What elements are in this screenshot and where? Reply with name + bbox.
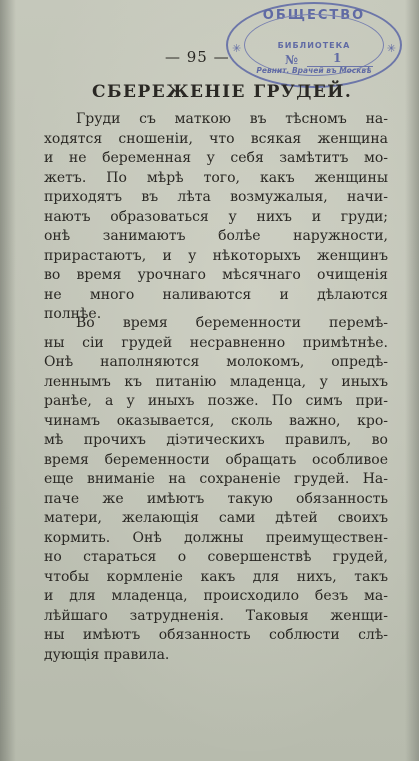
stamp-number-label: № [285, 53, 299, 67]
text-line: паче же имѣютъ такую обязанность [44, 490, 388, 507]
text-line: жетъ. По мѣрѣ того, какъ женщины [44, 169, 388, 186]
stamp-top-text: ОБЩЕСТВО [262, 8, 366, 23]
stamp-middle-text: БИБЛИОТЕКА [277, 41, 351, 50]
text-line: онѣ занимаютъ болѣе наружности, [44, 228, 388, 244]
paragraph-2 [44, 314, 388, 665]
text-line: лѣйшаго затрудненія. Таковыя женщи- [44, 607, 388, 624]
text-line: чтобы кормленіе какъ для нихъ, такъ [44, 568, 388, 585]
text-line: Онѣ наполняются молокомъ, опредѣ- [44, 354, 388, 370]
text-line: не много наливаются и дѣлаются [44, 286, 388, 303]
text-line: дующія правила. [44, 646, 170, 663]
stamp-star-right-icon: ✳ [386, 42, 396, 55]
section-heading: СБЕРЕЖЕНІЕ ГРУДЕЙ. [92, 82, 353, 102]
paragraph-1 [44, 110, 388, 325]
text-line: и для младенца, происходило безъ ма- [44, 588, 388, 604]
text-line: чинамъ оказывается, сколь важно, кро- [44, 412, 388, 429]
text-line: мѣ прочихъ діэтическихъ правилъ, во [44, 432, 388, 448]
text-line: еще вниманіе на сохраненіе грудей. На- [44, 471, 388, 487]
text-line: прирастаютъ, и у нѣкоторыхъ женщинъ [44, 247, 388, 264]
library-stamp [226, 2, 402, 88]
text-line: ны сіи грудей несравненно примѣтнѣе. [44, 334, 388, 351]
text-line: Во время беременности перемѣ- [76, 315, 388, 331]
text-line: полнѣе. [44, 306, 102, 322]
text-line: ходятся сношеніи, что всякая женщина [44, 130, 388, 147]
text-line: наютъ образоваться у нихъ и груди; [44, 208, 388, 225]
text-line: ранѣе, а у иныхъ позже. По симъ при- [44, 393, 388, 409]
text-line: во время урочнаго мѣсячнаго очищенія [44, 267, 388, 283]
text-line: и не беременная у себя замѣтитъ мо- [44, 150, 388, 166]
text-line: матери, желающія сами дѣтей своихъ [44, 510, 388, 526]
binding-shadow [0, 0, 16, 761]
stamp-star-left-icon: ✳ [232, 42, 242, 55]
page-number: — 95 — [165, 48, 230, 66]
text-line: леннымъ къ питанію младенца, у иныхъ [44, 373, 388, 390]
text-line: ны имѣютъ обязанность соблюсти слѣ- [44, 627, 388, 643]
stamp-number-value: 1 [333, 51, 342, 65]
text-line: но стараться о совершенствѣ грудей, [44, 549, 388, 565]
text-line: время беременности обращать особливое [44, 451, 388, 468]
text-line: приходятъ въ лѣта возмужалыя, начи- [44, 189, 388, 205]
page-edge [405, 0, 419, 761]
stamp-bottom-text: Ревнит. Врачей въ Москвѣ [256, 66, 372, 75]
text-line: Груди съ маткою въ тѣсномъ на- [76, 111, 388, 127]
text-line: кормить. Онѣ должны преимуществен- [44, 529, 388, 546]
